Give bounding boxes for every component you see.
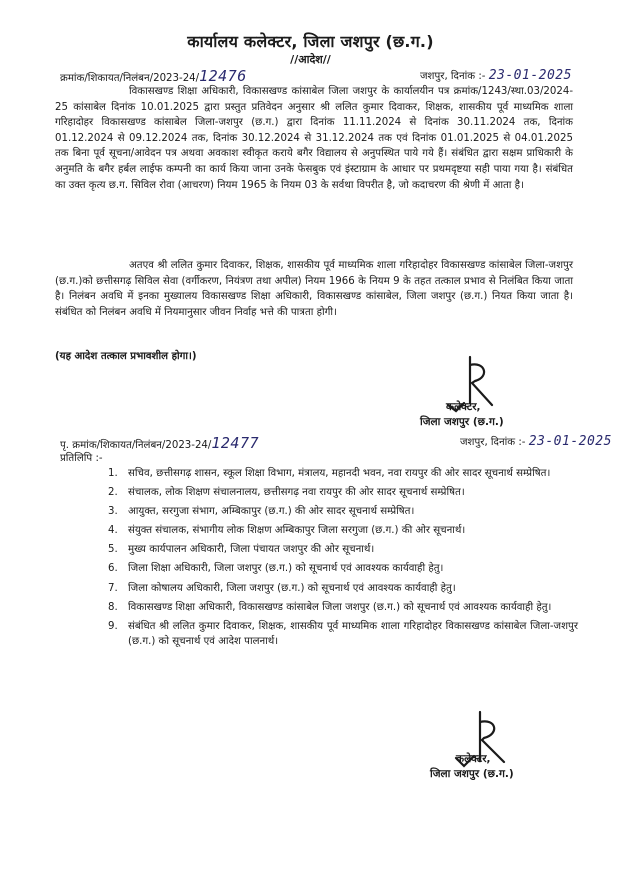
list-item-number: 7. bbox=[108, 582, 118, 594]
handwritten-order-number: 12476 bbox=[199, 67, 247, 85]
handwritten-copy-date: 23-01-2025 bbox=[528, 434, 612, 449]
signature-designation-2: कलेक्टर, bbox=[456, 753, 491, 765]
effective-note: (यह आदेश तत्काल प्रभावशील होगा।) bbox=[55, 351, 197, 362]
list-item-number: 1. bbox=[108, 468, 118, 479]
handwritten-copy-number: 12477 bbox=[211, 434, 260, 452]
reference-prefix: क्रमांक/शिकायत/निलंबन/2023-24/ bbox=[60, 73, 200, 84]
list-item bbox=[108, 504, 578, 520]
place-date-label: जशपुर, दिनांक :- bbox=[420, 71, 486, 82]
copy-label: प्रतिलिपि :- bbox=[60, 453, 103, 464]
list-item bbox=[108, 485, 578, 501]
list-item-number: 9. bbox=[108, 620, 118, 632]
list-item-number: 2. bbox=[108, 487, 118, 499]
signature-designation: कलेक्टर, bbox=[446, 401, 481, 413]
order-paragraph-2: अतएव श्री ललित कुमार दिवाकर, शिक्षक, शासकीय पूर्व माध्यमिक शाला गरिहादोहर विकासखण्ड कांसाबेल जिला-जशपुर (छ.ग.)को छत्तीसगढ़ सिविल सेवा (वर्गीकरण, नियंत्रण तथा अपील) नियम 1966 के नियम 9 के तहत तत्काल प्रभाव से निलंबित किया जाता है। निलंबन अवधि में इनका मुख्यालय विकासखण्ड शिक्षा अधिकारी, विकासखण्ड कांसाबेल, जिला जशपुर (छ.ग.) नियत किया जाता है। संबंधित को निलंबन अवधि में नियमानुसार जीवन निर्वाह भत्ते की पात्रता होगी। bbox=[55, 260, 573, 318]
list-item-number: 3. bbox=[108, 506, 118, 518]
list-item-text: सचिव, छत्तीसगढ़ शासन, स्कूल शिक्षा विभाग, मंत्रालय, महानदी भवन, नवा रायपुर की ओर सादर सूचनार्थ सम्प्रेषित। bbox=[128, 468, 551, 479]
list-item-text: जिला कोषालय अधिकारी, जिला जशपुर (छ.ग.) को सूचनार्थ एवं आवश्यक कार्यवाही हेतु। bbox=[128, 582, 456, 594]
list-item-number: 8. bbox=[108, 601, 118, 613]
order-paragraph-1: विकासखण्ड शिक्षा अधिकारी, विकासखण्ड कांसाबेल जिला जशपुर के कार्यालयीन पत्र क्रमांक/1243/स्था.03/2024-25 कांसाबेल दिनांक 10.01.2025 द्वारा प्रस्तुत प्रतिवेदन अनुसार श्री ललित कुमार दिवाकर, शिक्षक, शासकीय पूर्व माध्यमिक शाला गरिहादोहर विकासखण्ड कांसाबेल जिला-जशपुर (छ.ग.) द्वारा दिनांक 11.11.2024 से दिनांक 30.11.2024 तक, दिनांक 01.12.2024 से 09.12.2024 तक, दिनांक 30.12.2024 से 31.12.2024 तक एवं दिनांक 01.01.2025 से 04.01.2025 तक बिना पूर्व सूचना/आवेदन पत्र अथवा अवकाश स्वीकृत कराये बगैर विद्यालय से अनुपस्थित पाये गये हैं। संबंधित द्वारा सक्षम प्राधिकारी के अनुमति के बगैर हर्बल लाईफ कम्पनी का कार्य किया जाना उनके फेसबुक एवं इंस्टाग्राम के आधार पर प्रथमदृष्टया सही पाया गया है। संबंधित का उक्त कृत्य छ.ग. सिविल रोवा (आचरण) नियम 1965 के नियम 03 के सर्वथा विपरीत है, जो कदाचरण की श्रेणी में आता है। bbox=[55, 86, 573, 191]
signature-office-2: जिला जशपुर (छ.ग.) bbox=[430, 768, 514, 780]
list-item bbox=[108, 542, 578, 558]
copy-place-date-label: जशपुर, दिनांक :- bbox=[460, 437, 526, 448]
list-item bbox=[108, 466, 578, 482]
copy-recipient-list bbox=[108, 466, 578, 653]
office-title: कार्यालय कलेक्टर, जिला जशपुर (छ.ग.) bbox=[187, 32, 434, 51]
list-item-text: संयुक्त संचालक, संभागीय लोक शिक्षण अम्बिकापुर जिला सरगुजा (छ.ग.) की ओर सूचनार्थ। bbox=[128, 525, 466, 537]
list-item bbox=[108, 523, 578, 539]
copy-reference-prefix: पृ. क्रमांक/शिकायत/निलंबन/2023-24/ bbox=[60, 440, 212, 451]
list-item-text: संबंधित श्री ललित कुमार दिवाकर, शिक्षक, शासकीय पूर्व माध्यमिक शाला गरिहादोहर विकासखण्ड कांसाबेल जिला-जशपुर (छ.ग.) को सूचनार्थ एवं आदेश पालनार्थ। bbox=[128, 620, 578, 648]
list-item-text: आयुक्त, सरगुजा संभाग, अम्बिकापुर (छ.ग.) की ओर सादर सूचनार्थ सम्प्रेषित। bbox=[128, 506, 415, 518]
list-item-text: संचालक, लोक शिक्षण संचालनालय, छत्तीसगढ़ नवा रायपुर की ओर सादर सूचनार्थ सम्प्रेषित। bbox=[128, 487, 465, 499]
list-item-text: मुख्य कार्यपालन अधिकारी, जिला पंचायत जशपुर की ओर सूचनार्थ। bbox=[128, 544, 375, 556]
handwritten-order-date: 23-01-2025 bbox=[488, 68, 572, 83]
order-date-line bbox=[420, 68, 572, 85]
signature-block-2 bbox=[430, 752, 514, 782]
list-item-text: जिला शिक्षा अधिकारी, जिला जशपुर (छ.ग.) को सूचनार्थ एवं आवश्यक कार्यवाही हेतु। bbox=[128, 563, 444, 575]
list-item-number: 5. bbox=[108, 544, 118, 556]
list-item bbox=[108, 600, 578, 616]
signature-block-1 bbox=[420, 400, 504, 430]
list-item-number: 4. bbox=[108, 525, 118, 537]
list-item-text: विकासखण्ड शिक्षा अधिकारी, विकासखण्ड कांसाबेल जिला जशपुर (छ.ग.) को सूचनार्थ एवं आवश्यक कार्यवाही हेतु। bbox=[128, 601, 552, 613]
list-item bbox=[108, 619, 578, 650]
list-item bbox=[108, 581, 578, 597]
signature-office: जिला जशपुर (छ.ग.) bbox=[420, 416, 504, 428]
copy-date-line bbox=[460, 434, 612, 449]
list-item-number: 6. bbox=[108, 563, 118, 575]
list-item bbox=[108, 561, 578, 577]
order-heading: //आदेश// bbox=[290, 53, 331, 66]
